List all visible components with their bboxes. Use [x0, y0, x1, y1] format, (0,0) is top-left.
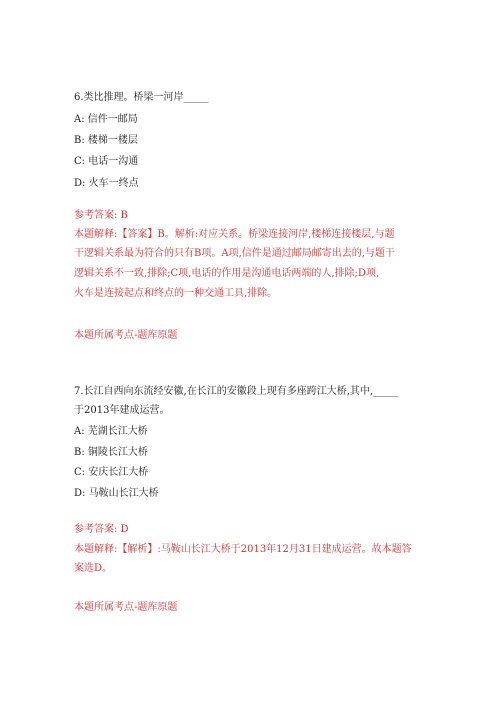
question-7-answer: 参考答案: D [74, 524, 129, 535]
question-7-option-a: A: 芜湖长江大桥 [74, 426, 148, 437]
question-6-explanation-line-1: 本题解释:【答案】B。解析:对应关系。桥梁连接河岸,楼梯连接楼层,与题 [74, 229, 395, 240]
question-7-stem-line-1: 7.长江自西向东流经安徽,在长江的安徽段上现有多座跨江大桥,其中,_____ [74, 386, 399, 397]
question-6-option-d: D: 火车一终点 [74, 178, 139, 189]
question-7-option-b: B: 铜陵长江大桥 [74, 447, 148, 458]
question-6-option-a: A: 信件一邮局 [74, 114, 138, 125]
question-6-option-c: C: 电话一沟通 [74, 156, 139, 167]
question-6-answer: 参考答案: B [74, 210, 128, 221]
question-7-explanation-line-1: 本题解释:【解析】:马鞍山长江大桥于2013年12月31日建成运营。故本题答 [74, 544, 412, 555]
question-6-explanation-line-2: 干逻辑关系最为符合的只有B项。A项,信件是通过邮局邮寄出去的,与题干 [74, 248, 395, 259]
question-7-option-c: C: 安庆长江大桥 [74, 467, 149, 478]
question-7-stem-line-2: 于2013年建成运营。 [74, 405, 170, 416]
question-6-stem: 6.类比推理。桥梁一河岸_____ [74, 92, 209, 103]
question-7-explanation-line-2: 案选D。 [74, 563, 113, 574]
question-6-option-b: B: 楼梯一楼层 [74, 135, 138, 146]
question-7-option-d: D: 马鞍山长江大桥 [74, 488, 159, 499]
question-6-source: 本题所属考点-题库原题 [74, 330, 178, 341]
question-6-explanation-line-4: 火车是连接起点和终点的一种交通工具,排除。 [74, 288, 278, 299]
question-6-explanation-line-3: 逻辑关系不一致,排除;C项,电话的作用是沟通电话两端的人,排除;D项, [74, 268, 380, 279]
question-7-source: 本题所属考点-题库原题 [74, 602, 178, 613]
